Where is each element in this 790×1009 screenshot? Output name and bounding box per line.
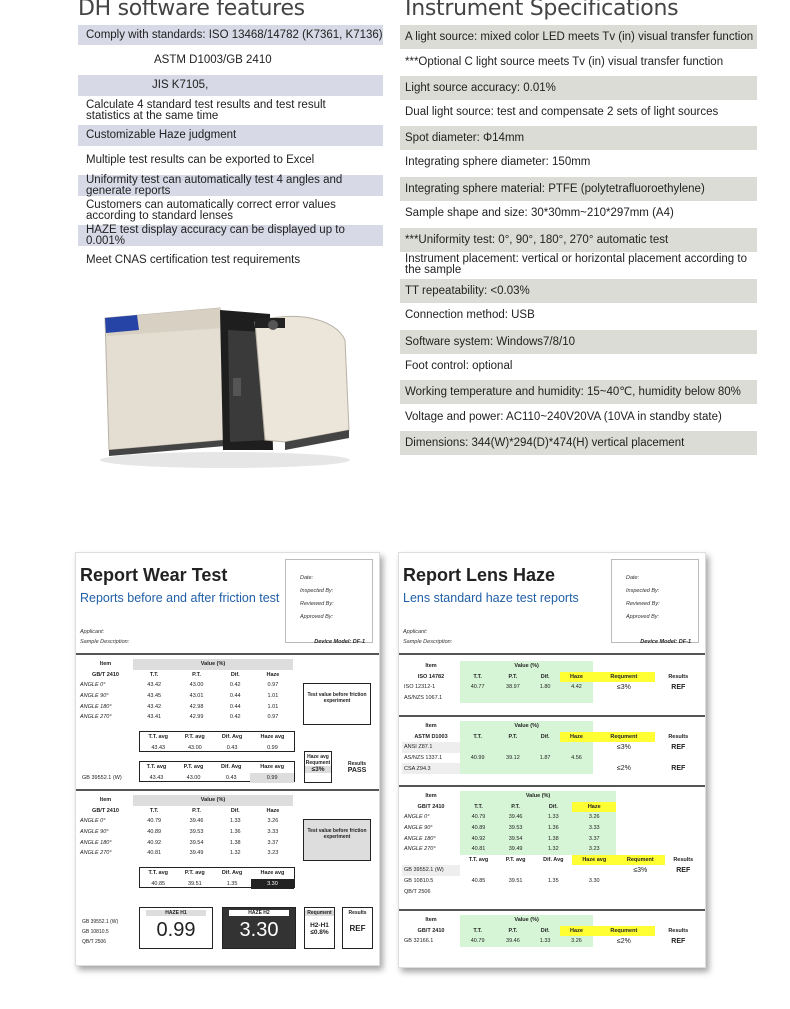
meta-approved: Approved By: (626, 614, 660, 620)
divider (399, 785, 705, 787)
spec-item: Dimensions: 344(W)*294(D)*474(H) vertical placement (400, 431, 757, 455)
feature-item: Calculate 4 standard test results and test result statistics at the same time (86, 99, 326, 122)
report-wear-test (75, 552, 380, 966)
feature-item: Customers can automatically correct error values according to standard lenses (86, 199, 336, 222)
meta-approved: Approved By: (300, 614, 334, 620)
spec-item: Instrument placement: vertical or horizontal placement according to the sample (405, 253, 747, 276)
req-diff-box: Requment H2-H1 ≤0.8% (304, 907, 335, 949)
meta-date: Date: (626, 575, 640, 581)
spec-item: Sample shape and size: 30*30mm~210*297mm (A4) (405, 207, 674, 219)
spec-item: ***Uniformity test: 0°, 90°, 180°, 270° automatic test (400, 228, 757, 252)
feature-item: Meet CNAS certification test requirements (86, 253, 301, 266)
lens-block-gb-32166: Item Value (%) GB/T 2410 T.T. P.T. Dif. Haze Requment Results GB 32166.1 40.79 39.46 1.33 3.26 ≤2% REF (402, 915, 702, 947)
feature-item: ASTM D1003/GB 2410 (154, 53, 272, 66)
lens-block-astm: Item Value (%) ASTM D1003 T.T. P.T. Dif. Haze Requment Results ANSI Z87.1 ≤3% REF AS/NZS 1337.1 40.99 39.12 1.87 4.56 CSA Z94.3 ≤2% REF (402, 721, 702, 774)
haze-req-box: Haze avg Requment ≤3% (304, 751, 332, 783)
feature-item: Multiple test results can be exported to Excel (86, 153, 315, 166)
spec-item: Dual light source: test and compensate 2 sets of light sources (405, 106, 719, 118)
meta-date: Date: (300, 575, 314, 581)
feature-item: Comply with standards: ISO 13468/14782 (K7361, K7136) (78, 25, 383, 45)
spec-item: Connection method: USB (405, 309, 535, 321)
spec-item: Spot diameter: Φ14mm (400, 126, 757, 150)
applicant: Applicant: Sample Description: (80, 629, 130, 645)
divider (399, 653, 705, 655)
meta-inspected: Inspected By: (626, 588, 660, 594)
bottom-standards: GB 39552.1 (W) GB 10810.5 QB/T 2506 (82, 919, 119, 945)
divider (399, 909, 705, 911)
after-note-box: Test value before friction experiment (303, 819, 371, 861)
after-table: Item Value (%) GB/T 2410 T.T. P.T. Dif. Haze ANGLE 0° 40.79 39.46 1.33 3.26 ANGLE 90° 40.89 39.53 1.36 3.33 ANGLE 180° 40.92 39.54 1.38 3.37 ANGLE 270° 40.81 39.49 1.32 3.23 (78, 795, 293, 859)
features-title: DH software features (78, 0, 305, 21)
spec-item: Light source accuracy: 0.01% (400, 76, 757, 100)
spec-item: Foot control: optional (405, 360, 513, 372)
device-model: Device Model: DF-1 (640, 639, 691, 645)
meta-reviewed: Reviewed By: (626, 601, 660, 607)
divider (76, 653, 379, 655)
haze-meter-illustration (95, 300, 355, 470)
spec-item: TT repeatability: <0.03% (400, 279, 757, 303)
report-meta-box (611, 559, 699, 643)
spec-item: Working temperature and humidity: 15~40℃, humidity below 80% (400, 380, 757, 404)
meta-reviewed: Reviewed By: (300, 601, 334, 607)
divider (76, 789, 379, 791)
report-subtitle: Reports before and after friction test (80, 591, 280, 605)
spec-item: A light source: mixed color LED meets Tv (in) visual transfer function (400, 25, 757, 49)
feature-item: HAZE test display accuracy can be displayed up to 0.001% (78, 225, 383, 246)
specs-title: Instrument Specifications (405, 0, 679, 21)
lens-block-iso: Item Value (%) ISO 14782 T.T. P.T. Dif. Haze Requment Results ISO 12312-1 40.77 38.97 1.80 4.42 ≤3% REF AS/NZS 1067.1 (402, 661, 702, 703)
before-table: Item Value (%) GB/T 2410 T.T. P.T. Dif. Haze ANGLE 0° 43.42 43.00 0.42 0.97 ANGLE 90° 43.45 43.01 0.44 1.01 ANGLE 180° 43.42 42.98 0.44 1.01 ANGLE 270° 43.41 42.99 0.42 0.97 (78, 659, 293, 723)
spec-item: Integrating sphere material: PTFE (polytetrafluoroethylene) (400, 177, 757, 201)
spec-item: Integrating sphere diameter: 150mm (405, 156, 591, 168)
lens-block-gb: Item Value (%) GB/T 2410 T.T. P.T. Dif. Haze ANGLE 0° 40.79 39.46 1.33 3.26 ANGLE 90° 40.89 39.53 1.36 3.33 ANGLE 180° 40.92 39.54 1.38 3.37 ANGLE 270° 40.81 39.49 1.32 3.23 T.T. avg P.T. avg Dif. Avg Haze avg Requment Results GB 39552.1 (W) ≤3% REF GB 10810.5 40.85 39.51 1.35 3.30 QB/T 2506 (402, 791, 702, 897)
divider (399, 715, 705, 717)
after-avg-table: T.T. avg P.T. avg Dif. Avg Haze avg 40.85 39.51 1.35 3.30 (140, 868, 294, 889)
result-ref-box: Results REF (342, 907, 373, 949)
device-model: Device Model: DF-1 (314, 639, 365, 645)
report-title: Report Wear Test (80, 565, 228, 585)
haze-h1-box: HAZE H1 0.99 (139, 907, 213, 949)
before-note-box: Test value before friction experiment (303, 683, 371, 725)
report-subtitle: Lens standard haze test reports (403, 591, 579, 605)
applicant: Applicant: Sample Description: (403, 629, 453, 645)
before-avg-table: T.T. avg P.T. avg Dif. Avg Haze avg 43.43 43.00 0.43 0.99 (148, 734, 285, 751)
report-lens-haze (398, 552, 706, 968)
haze-h2-box: HAZE H2 3.30 (222, 907, 296, 949)
spec-item: Software system: Windows7/8/10 (400, 330, 757, 354)
spec-item: Voltage and power: AC110~240V20VA (10VA in standby state) (405, 411, 722, 423)
meta-inspected: Inspected By: (300, 588, 334, 594)
feature-item: Uniformity test can automatically test 4 angles and generate reports (78, 175, 383, 196)
feature-item: JIS K7105, (78, 75, 383, 96)
result-pass: Results PASS (340, 761, 374, 774)
feature-item: Customizable Haze judgment (78, 125, 383, 146)
before-avg-table-2: T.T. avg P.T. avg Dif. Avg Haze avg GB 39552.1 (W) 43.43 43.00 0.43 0.99 (80, 762, 294, 783)
report-meta-box (285, 559, 373, 643)
report-title: Report Lens Haze (403, 565, 556, 585)
spec-item: ***Optional C light source meets Tv (in) visual transfer function (405, 56, 724, 68)
